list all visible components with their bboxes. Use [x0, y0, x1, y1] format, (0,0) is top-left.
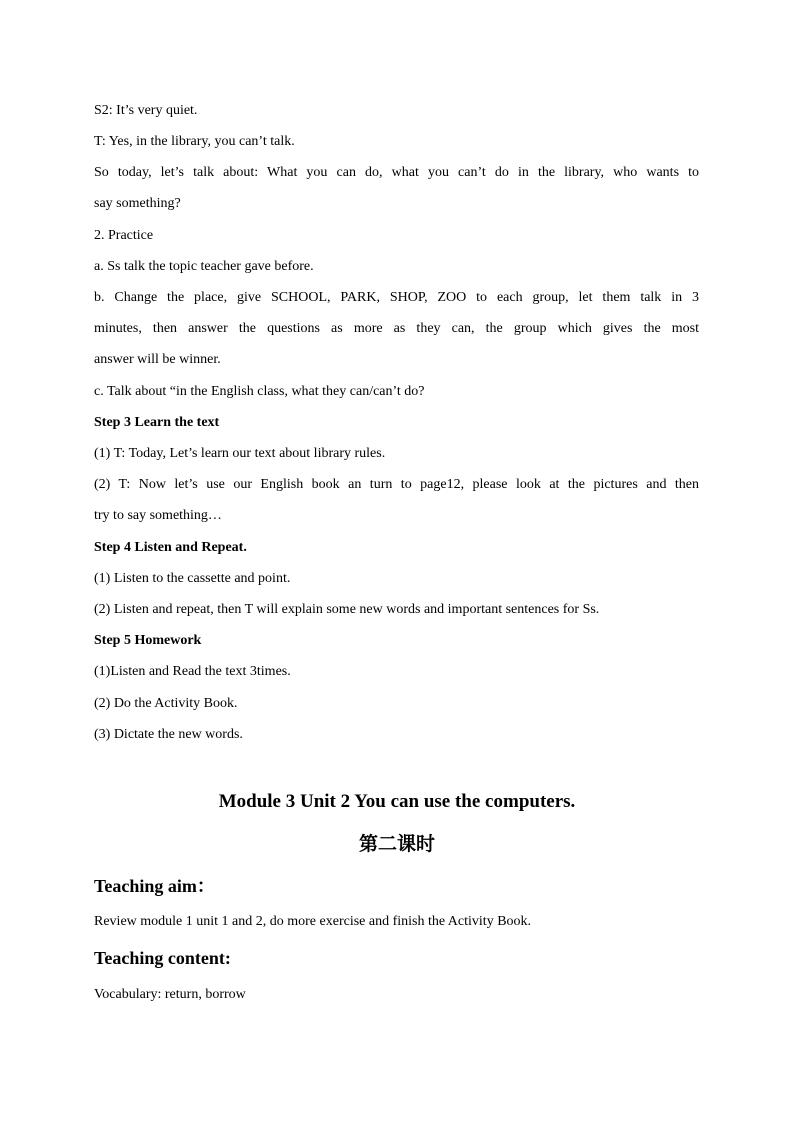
list-item: a. Ss talk the topic teacher gave before.	[94, 259, 314, 274]
list-item: (1) Listen to the cassette and point.	[94, 571, 291, 586]
list-item: (3) Dictate the new words.	[94, 727, 243, 742]
list-item: c. Talk about “in the English class, what they can/can’t do?	[94, 384, 425, 399]
list-item: (2) Listen and repeat, then T will explain some new words and important sentences for Ss.	[94, 602, 600, 617]
list-item: try to say something…	[94, 508, 222, 523]
step-heading: Step 5 Homework	[94, 633, 202, 648]
list-item: answer will be winner.	[94, 352, 221, 367]
paragraph-line: say something?	[94, 196, 181, 211]
teaching-aim-text: Review module 1 unit 1 and 2, do more exercise and finish the Activity Book.	[94, 914, 532, 929]
lesson-subtitle: 第二课时	[358, 833, 435, 855]
list-item: (2) T: Now let’s use our English book an turn to page12, please look at the pictures and then	[94, 477, 699, 492]
step-heading: Step 3 Learn the text	[94, 415, 220, 430]
paragraph-line: So today, let’s talk about: What you can do, what you can’t do in the library, who wants to	[94, 165, 699, 180]
list-item: (1) T: Today, Let’s learn our text about library rules.	[94, 446, 386, 461]
teaching-content-heading: Teaching content:	[94, 948, 231, 968]
list-item: b. Change the place, give SCHOOL, PARK, SHOP, ZOO to each group, let them talk in 3	[94, 290, 699, 305]
list-item: (2) Do the Activity Book.	[94, 696, 238, 711]
dialogue-line: S2: It’s very quiet.	[94, 103, 198, 118]
teaching-aim-heading: Teaching aim：	[94, 876, 215, 896]
dialogue-line: T: Yes, in the library, you can’t talk.	[94, 134, 295, 149]
teaching-content-text: Vocabulary: return, borrow	[94, 987, 246, 1002]
list-item: (1)Listen and Read the text 3times.	[94, 664, 291, 679]
module-title: Module 3 Unit 2 You can use the computers.	[218, 791, 576, 812]
list-item: minutes, then answer the questions as more as they can, the group which gives the most	[94, 321, 699, 336]
step-heading: Step 4 Listen and Repeat.	[94, 540, 247, 555]
section-label: 2. Practice	[94, 228, 154, 243]
